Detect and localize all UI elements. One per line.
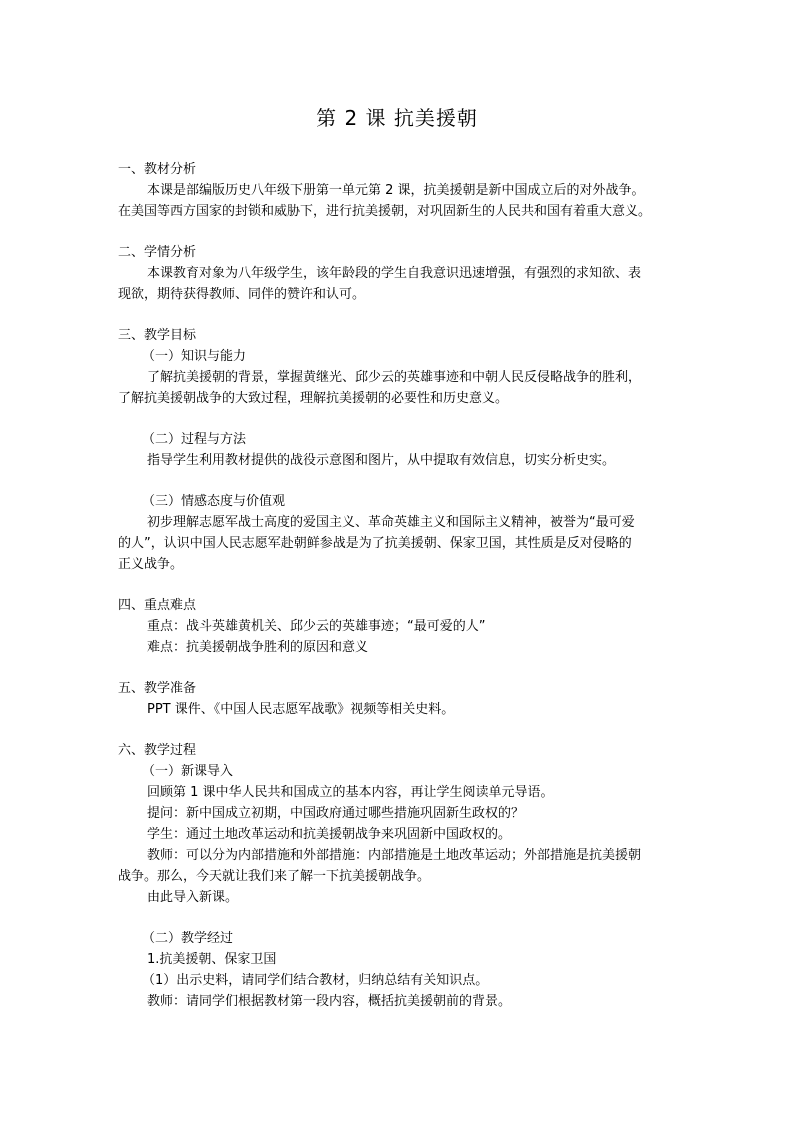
subsection-heading: （二）过程与方法 xyxy=(142,432,247,447)
paragraph-line: 初步理解志愿军战士高度的爱国主义、革命英雄主义和国际主义精神，被誉为“最可爱 xyxy=(147,515,635,530)
subsection-heading: （二）教学经过 xyxy=(142,931,234,946)
paragraph-line: 战争。那么，今天就让我们来了解一下抗美援朝战争。 xyxy=(118,869,431,884)
page-title: 第 2 课 抗美援朝 xyxy=(316,106,478,130)
paragraph-line: 重点：战斗英雄黄机关、邱少云的英雄事迹；“最可爱的人” xyxy=(147,619,486,634)
section-heading: 六、教学过程 xyxy=(118,743,197,758)
paragraph-line: 学生：通过土地改革运动和抗美援朝战争来巩固新中国政权的。 xyxy=(147,827,512,842)
section-heading: 三、教学目标 xyxy=(118,328,197,343)
paragraph-line: 的人”，认识中国人民志愿军赴朝鲜参战是为了抗美援朝、保家卫国，其性质是反对侵略的 xyxy=(118,536,632,551)
paragraph-line: PPT 课件、《中国人民志愿军战歌》视频等相关史料。 xyxy=(147,702,455,717)
subsection-heading: （一）新课导入 xyxy=(142,764,234,779)
subsection-heading: （一）知识与能力 xyxy=(142,349,247,364)
paragraph-line: 本课是部编版历史八年级下册第一单元第 2 课，抗美援朝是新中国成立后的对外战争。 xyxy=(147,183,645,198)
section-heading: 四、重点难点 xyxy=(118,598,197,613)
paragraph-line: 提问：新中国成立初期，中国政府通过哪些措施巩固新生政权的？ xyxy=(147,806,525,821)
paragraph-line: 正义战争。 xyxy=(118,557,184,572)
paragraph-line: 难点：抗美援朝战争胜利的原因和意义 xyxy=(147,640,369,655)
paragraph-line: 了解抗美援朝的背景，掌握黄继光、邱少云的英雄事迹和中朝人民反侵略战争的胜利， xyxy=(147,370,642,385)
paragraph-line: 指导学生利用教材提供的战役示意图和图片，从中提取有效信息，切实分析史实。 xyxy=(147,453,616,468)
paragraph-line: 1.抗美援朝、保家卫国 xyxy=(147,952,277,967)
paragraph-line: 由此导入新课。 xyxy=(147,890,239,905)
paragraph-line: 教师：请同学们根据教材第一段内容，概括抗美援朝前的背景。 xyxy=(147,994,512,1009)
paragraph-line: 教师：可以分为内部措施和外部措施：内部措施是土地改革运动；外部措施是抗美援朝 xyxy=(147,848,642,863)
paragraph-line: 回顾第 1 课中华人民共和国成立的基本内容，再让学生阅读单元导语。 xyxy=(147,785,554,800)
section-heading: 一、教材分析 xyxy=(118,162,197,177)
subsection-heading: （三）情感态度与价值观 xyxy=(142,494,286,509)
section-heading: 二、学情分析 xyxy=(118,245,197,260)
section-heading: 五、教学准备 xyxy=(118,681,197,696)
paragraph-line: 现欲，期待获得教师、同伴的赞许和认可。 xyxy=(118,287,366,302)
paragraph-line: （1）出示史料，请同学们结合教材，归纳总结有关知识点。 xyxy=(142,973,489,988)
paragraph-line: 了解抗美援朝战争的大致过程，理解抗美援朝的必要性和历史意义。 xyxy=(118,391,509,406)
paragraph-line: 在美国等西方国家的封锁和威胁下，进行抗美援朝，对巩固新生的人民共和国有着重大意义。 xyxy=(118,204,652,219)
paragraph-line: 本课教育对象为八年级学生，该年龄段的学生自我意识迅速增强，有强烈的求知欲、表 xyxy=(147,266,642,281)
